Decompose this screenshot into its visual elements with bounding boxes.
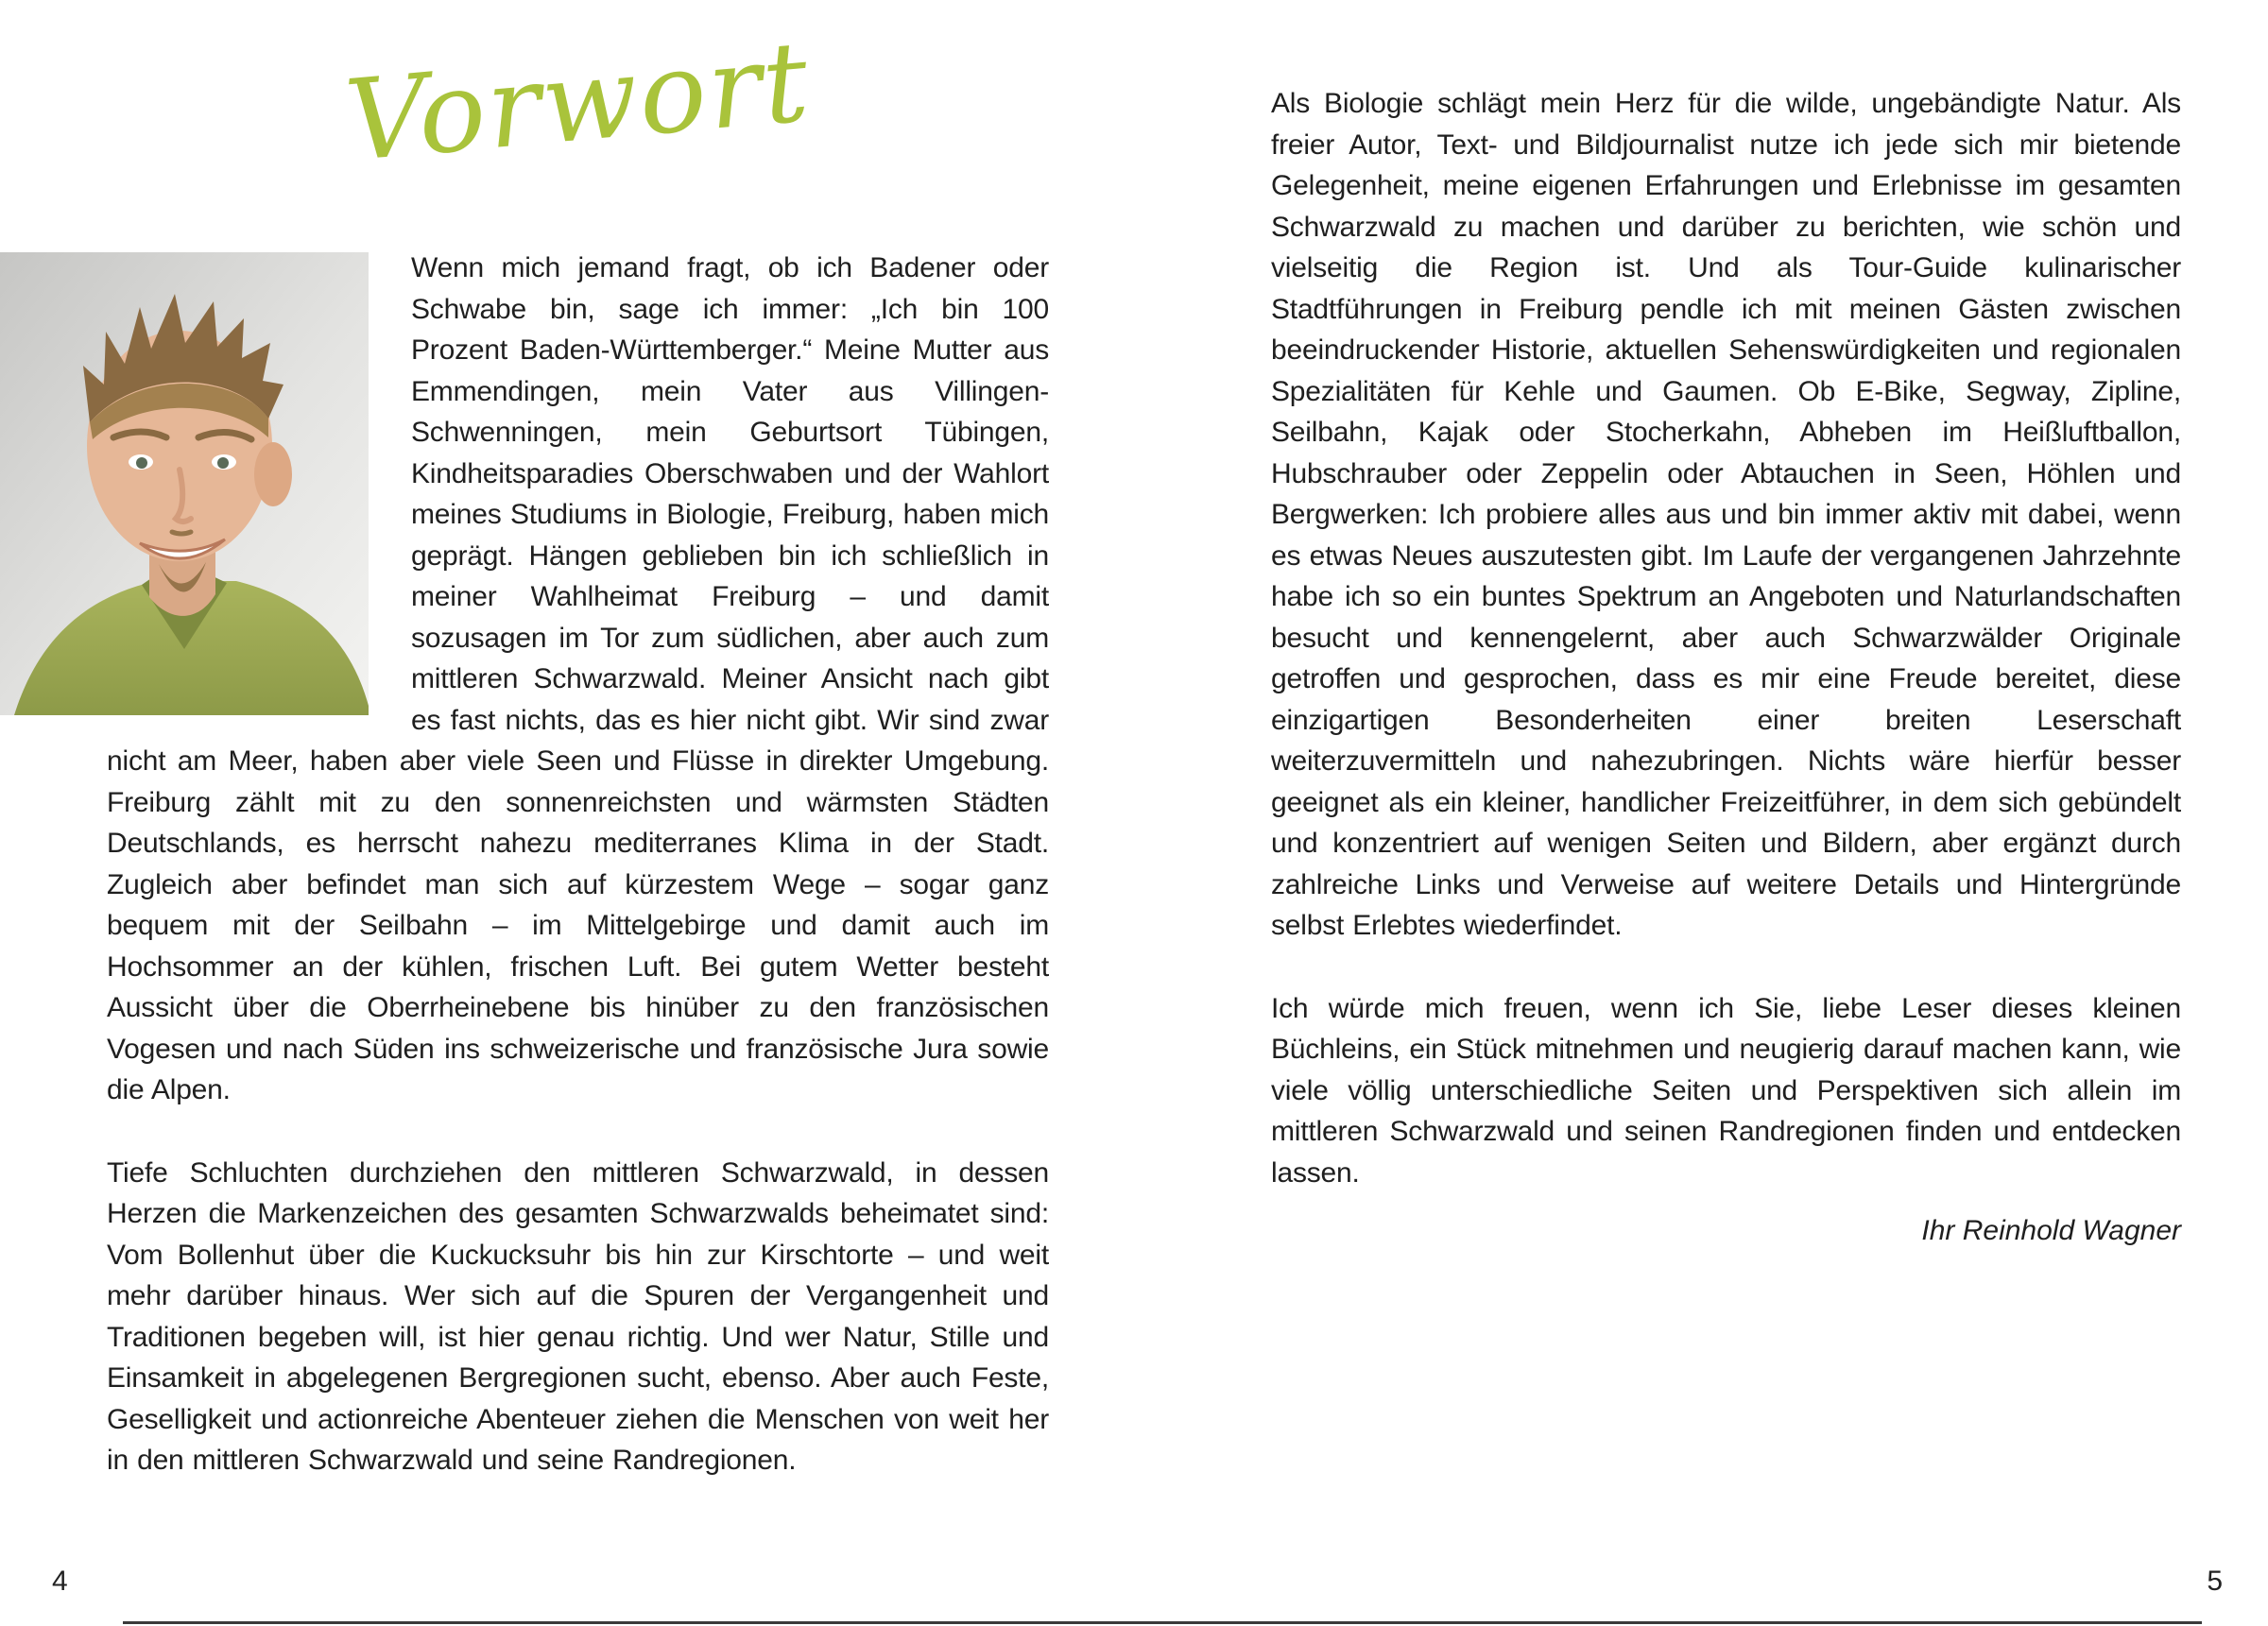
left-page-text xyxy=(107,248,1049,1481)
page-number-left: 4 xyxy=(52,1566,68,1597)
left-paragraph-2: Tiefe Schluchten durchziehen den mittleren Schwarzwald, in dessen Herzen die Markenzeichen des gesamten Schwarzwalds beheimatet sind: Vom Bollenhut über die Kuckucksuhr bis hin zur Kirschtorte – und weit mehr darüber hinaus. Wer sich auf die Spuren der Vergangenheit und Traditionen begeben will, ist hier genau richtig. Und wer Natur, Stille und Einsamkeit in abgelegenen Bergregionen sucht, ebenso. Aber auch Feste, Geselligkeit und actionreiche Abenteuer ziehen die Menschen von weit her in den mittleren Schwarzwald und seine Randregionen. xyxy=(107,1156,1049,1476)
author-signature: Ihr Reinhold Wagner xyxy=(1921,1215,2181,1246)
right-page-text xyxy=(1271,83,2181,1252)
left-paragraph-1: Wenn mich jemand fragt, ob ich Badener oder Schwabe bin, sage ich immer: „Ich bin 100 Prozent Baden-Württemberger.“ Meine Mutter aus Emmendingen, mein Vater aus Villingen-Schwenningen, mein Geburtsort Tübingen, Kindheitsparadies Oberschwaben und der Wahlort meines Studiums in Biologie, Freiburg, haben mich geprägt. Hängen geblieben bin ich schließlich in meiner Wahlheimat Freiburg – und damit sozusagen im Tor zum südlichen, aber auch zum mittleren Schwarzwald. Meiner Ansicht nach gibt es fast nichts, das es hier nicht gibt. Wir sind zwar nicht am Meer, haben aber viele Seen und Flüsse in direkter Umgebung. Freiburg zählt mit zu den sonnenreichsten und wärmsten Städten Deutschlands, es herrscht nahezu mediterranes Klima in der Stadt. Zugleich aber befindet man sich auf kürzestem Wege – sogar ganz bequem mit der Seilbahn – im Mittelgebirge und damit auch im Hochsommer an der kühlen, frischen Luft. Bei gutem Wetter besteht Aussicht über die Oberrheinebene bis hinüber zu den französischen Vogesen und nach Süden ins schweizerische und französische Jura sowie die Alpen. xyxy=(107,252,1049,1105)
page-title: Vorwort xyxy=(340,15,816,187)
page-bottom-edge xyxy=(123,1621,2202,1624)
right-paragraph-2: Ich würde mich freuen, wenn ich Sie, liebe Leser dieses kleinen Büchleins, ein Stück mitnehmen und neugierig darauf machen kann, wie viele völlig unterschiedliche Seiten und Perspektiven sich allein im mittleren Schwarzwald und seinen Randregionen finden und entdecken lassen. xyxy=(1271,992,2181,1189)
right-paragraph-1: Als Biologie schlägt mein Herz für die wilde, ungebändigte Natur. Als freier Autor, Text- und Bildjournalist nutze ich jede sich mir bietende Gelegenheit, meine eigenen Erfahrungen und Erlebnisse im gesamten Schwarzwald zu machen und darüber zu berichten, wie schön und vielseitig die Region ist. Und als Tour-Guide kulinarischer Stadtführungen in Freiburg pendle ich mit meinen Gästen zwischen beeindruckender Historie, aktuellen Sehenswürdigkeiten und regionalen Spezialitäten für Kehle und Gaumen. Ob E-Bike, Segway, Zipline, Seilbahn, Kajak oder Stocherkahn, Abheben im Heißluftballon, Hubschrauber oder Zeppelin oder Abtauchen in Seen, Höhlen und Bergwerken: Ich probiere alles aus und bin immer aktiv mit dabei, wenn es etwas Neues auszutesten gibt. Im Laufe der vergangenen Jahrzehnte habe ich so ein buntes Spektrum an Angeboten und Naturlandschaften besucht und kennengelernt, aber auch Schwarzwälder Originale getroffen und gesprochen, dass es mir eine Freude bereitet, diese einzigartigen Besonderheiten einer breiten Leserschaft weiterzuvermitteln und nahezubringen. Nichts wäre hierfür besser geeignet als ein kleiner, handlicher Freizeitführer, in dem sich gebündelt und konzentriert auf wenigen Seiten und Bildern, aber ergänzt durch zahlreiche Links und Verweise auf weitere Details und Hintergründe selbst Erlebtes wiederfindet. xyxy=(1271,88,2181,941)
page-number-right: 5 xyxy=(2207,1566,2223,1597)
author-portrait-photo xyxy=(0,252,369,715)
